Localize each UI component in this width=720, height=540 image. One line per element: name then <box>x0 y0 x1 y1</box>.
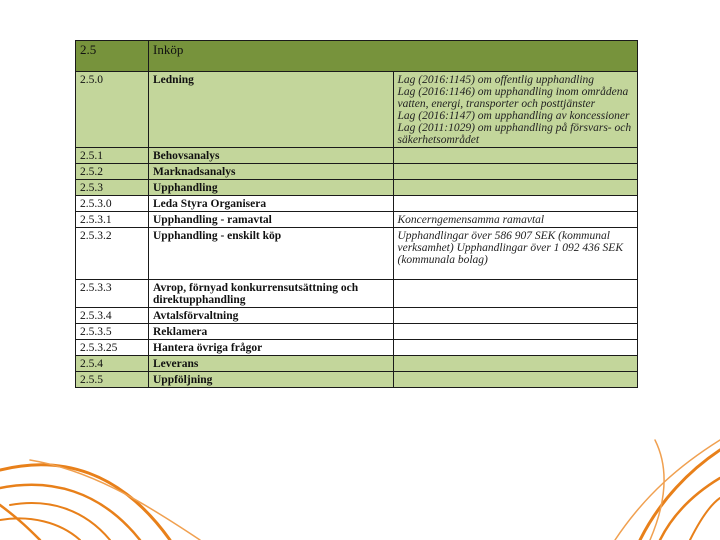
table-row <box>76 228 638 280</box>
row-note <box>393 148 638 164</box>
table-row <box>76 148 638 164</box>
table-row <box>76 372 638 388</box>
row-note <box>393 356 638 372</box>
row-code: 2.5.3.25 <box>76 340 149 356</box>
row-note <box>393 180 638 196</box>
row-code: 2.5.3.2 <box>76 228 149 280</box>
row-code: 2.5.3.4 <box>76 308 149 324</box>
row-code: 2.5.3 <box>76 180 149 196</box>
section-header-row <box>76 41 638 72</box>
row-note <box>393 324 638 340</box>
procurement-classification-table <box>75 40 638 388</box>
table-row <box>76 196 638 212</box>
row-title: Hantera övriga frågor <box>149 340 394 356</box>
section-title: Inköp <box>149 41 638 72</box>
row-note <box>393 372 638 388</box>
row-code: 2.5.0 <box>76 72 149 148</box>
law-reference: Lag (2011:1029) om upphandling på försvars- och säkerhetsområdet <box>397 122 632 146</box>
row-title: Upphandling - enskilt köp <box>149 228 394 280</box>
row-note: Koncerngemensamma ramavtal <box>393 212 638 228</box>
row-note: Upphandlingar över 586 907 SEK (kommunal verksamhet) Upphandlingar över 1 092 436 SEK (kommunala bolag) <box>393 228 638 280</box>
table-row <box>76 180 638 196</box>
row-note <box>393 196 638 212</box>
row-code: 2.5.3.1 <box>76 212 149 228</box>
row-title: Avtalsförvaltning <box>149 308 394 324</box>
row-title: Leverans <box>149 356 394 372</box>
table-row <box>76 356 638 372</box>
row-code: 2.5.3.0 <box>76 196 149 212</box>
row-note <box>393 308 638 324</box>
row-code: 2.5.3.5 <box>76 324 149 340</box>
row-note <box>393 164 638 180</box>
row-title: Marknadsanalys <box>149 164 394 180</box>
table-row <box>76 324 638 340</box>
section-code: 2.5 <box>76 41 149 72</box>
row-note <box>393 72 638 148</box>
row-title: Reklamera <box>149 324 394 340</box>
row-title: Leda Styra Organisera <box>149 196 394 212</box>
table-row <box>76 72 638 148</box>
table-row <box>76 280 638 308</box>
table-row <box>76 340 638 356</box>
table-row <box>76 212 638 228</box>
row-code: 2.5.4 <box>76 356 149 372</box>
table-row <box>76 164 638 180</box>
law-reference: Lag (2016:1145) om offentlig upphandling <box>397 74 595 86</box>
row-code: 2.5.3.3 <box>76 280 149 308</box>
law-reference: Lag (2016:1146) om upphandling inom områdena vatten, energi, transporter och posttjänster <box>397 86 629 110</box>
row-code: 2.5.2 <box>76 164 149 180</box>
law-reference: Lag (2016:1147) om upphandling av koncessioner <box>397 110 630 122</box>
row-title: Avrop, förnyad konkurrensutsättning och direktupphandling <box>149 280 394 308</box>
row-note <box>393 340 638 356</box>
row-note <box>393 280 638 308</box>
row-title: Ledning <box>149 72 394 148</box>
row-title: Behovsanalys <box>149 148 394 164</box>
row-title: Upphandling <box>149 180 394 196</box>
row-title: Upphandling - ramavtal <box>149 212 394 228</box>
table-row <box>76 308 638 324</box>
row-title: Uppföljning <box>149 372 394 388</box>
row-code: 2.5.1 <box>76 148 149 164</box>
row-code: 2.5.5 <box>76 372 149 388</box>
